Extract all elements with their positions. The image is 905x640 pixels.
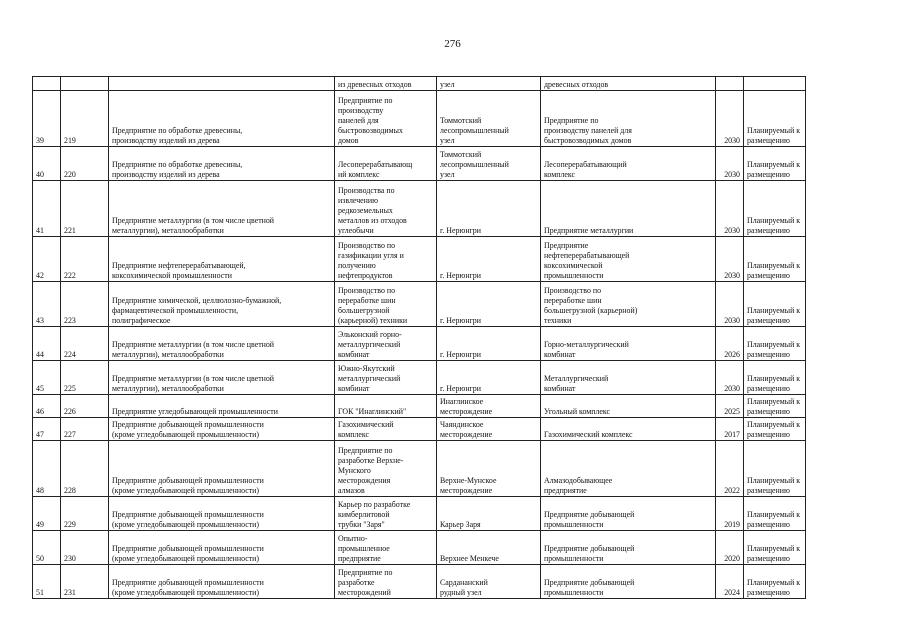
row-description: Лесоперерабатывающий комплекс bbox=[541, 147, 716, 181]
row-status: Планируемый к размещению bbox=[744, 237, 806, 282]
row-status: Планируемый к размещению bbox=[744, 282, 806, 327]
row-number bbox=[33, 77, 61, 91]
row-description: Горно-металлургический комбинат bbox=[541, 327, 716, 361]
row-location: Томмотский лесопромышленный узел bbox=[437, 91, 541, 147]
row-category: Предприятие металлургии (в том числе цветной металлургии), металлообработки bbox=[109, 181, 335, 237]
row-status: Планируемый к размещению bbox=[744, 147, 806, 181]
row-category: Предприятие добывающей промышленности (кроме угледобывающей промышленности) bbox=[109, 441, 335, 497]
row-number: 47 bbox=[33, 418, 61, 441]
row-description: древесных отходов bbox=[541, 77, 716, 91]
row-description: Угольный комплекс bbox=[541, 395, 716, 418]
row-location: г. Нерюнгри bbox=[437, 237, 541, 282]
row-object: Предприятие по разработке Верхне- Мунского месторождения алмазов bbox=[335, 441, 437, 497]
row-object: Карьер по разработке кимберлитовой трубки "Заря" bbox=[335, 497, 437, 531]
row-number: 48 bbox=[33, 441, 61, 497]
row-location: Верхне-Мунское месторождение bbox=[437, 441, 541, 497]
row-category: Предприятие нефтеперерабатывающей, коксохимической промышленности bbox=[109, 237, 335, 282]
row-category: Предприятие добывающей промышленности (кроме угледобывающей промышленности) bbox=[109, 565, 335, 599]
row-location: узел bbox=[437, 77, 541, 91]
row-code: 224 bbox=[61, 327, 109, 361]
row-object: Производство по газификации угля и получению нефтепродуктов bbox=[335, 237, 437, 282]
table-row bbox=[33, 395, 806, 418]
row-code: 223 bbox=[61, 282, 109, 327]
row-code: 226 bbox=[61, 395, 109, 418]
table-row bbox=[33, 497, 806, 531]
row-location: Карьер Заря bbox=[437, 497, 541, 531]
row-code: 222 bbox=[61, 237, 109, 282]
table-row bbox=[33, 77, 806, 91]
row-status: Планируемый к размещению bbox=[744, 91, 806, 147]
row-status: Планируемый к размещению bbox=[744, 441, 806, 497]
row-code: 219 bbox=[61, 91, 109, 147]
row-category: Предприятие металлургии (в том числе цветной металлургии), металлообработки bbox=[109, 327, 335, 361]
row-status: Планируемый к размещению bbox=[744, 531, 806, 565]
row-year: 2030 bbox=[716, 91, 744, 147]
row-location: Инаглинское месторождение bbox=[437, 395, 541, 418]
table-row bbox=[33, 91, 806, 147]
row-category: Предприятие угледобывающей промышленности bbox=[109, 395, 335, 418]
row-code: 220 bbox=[61, 147, 109, 181]
page-number: 276 bbox=[444, 38, 461, 50]
row-description: Алмазодобывающее предприятие bbox=[541, 441, 716, 497]
row-category: Предприятие добывающей промышленности (кроме угледобывающей промышленности) bbox=[109, 418, 335, 441]
row-object: из древесных отходов bbox=[335, 77, 437, 91]
row-object: Предприятие по производству панелей для быстровозводимых домов bbox=[335, 91, 437, 147]
row-description: Металлургический комбинат bbox=[541, 361, 716, 395]
row-number: 42 bbox=[33, 237, 61, 282]
row-description: Предприятие металлургии bbox=[541, 181, 716, 237]
row-status bbox=[744, 77, 806, 91]
row-year bbox=[716, 77, 744, 91]
row-year: 2022 bbox=[716, 441, 744, 497]
row-year: 2030 bbox=[716, 282, 744, 327]
row-object: Лесоперерабатывающ ий комплекс bbox=[335, 147, 437, 181]
row-status: Планируемый к размещению bbox=[744, 327, 806, 361]
row-object: ГОК "Инаглинский" bbox=[335, 395, 437, 418]
row-year: 2019 bbox=[716, 497, 744, 531]
row-object: Производства по извлечению редкоземельных металлов из отходов углеобычи bbox=[335, 181, 437, 237]
row-location: г. Нерюнгри bbox=[437, 327, 541, 361]
row-number: 39 bbox=[33, 91, 61, 147]
table-body bbox=[33, 77, 806, 599]
row-number: 49 bbox=[33, 497, 61, 531]
row-code: 225 bbox=[61, 361, 109, 395]
table-row bbox=[33, 237, 806, 282]
row-code bbox=[61, 77, 109, 91]
row-location: Сардананский рудный узел bbox=[437, 565, 541, 599]
row-year: 2025 bbox=[716, 395, 744, 418]
row-category: Предприятие добывающей промышленности (кроме угледобывающей промышленности) bbox=[109, 497, 335, 531]
row-location: г. Нерюнгри bbox=[437, 282, 541, 327]
row-description: Предприятие добывающей промышленности bbox=[541, 565, 716, 599]
row-number: 50 bbox=[33, 531, 61, 565]
table-row bbox=[33, 147, 806, 181]
row-description: Предприятие по производству панелей для быстровозводимых домов bbox=[541, 91, 716, 147]
row-location: Чаяндинское месторождение bbox=[437, 418, 541, 441]
row-description: Предприятие нефтеперерабатывающей коксохимической промышленности bbox=[541, 237, 716, 282]
table-row bbox=[33, 418, 806, 441]
row-location: г. Нерюнгри bbox=[437, 181, 541, 237]
row-year: 2020 bbox=[716, 531, 744, 565]
row-status: Планируемый к размещению bbox=[744, 361, 806, 395]
row-category: Предприятие добывающей промышленности (кроме угледобывающей промышленности) bbox=[109, 531, 335, 565]
row-category bbox=[109, 77, 335, 91]
row-code: 227 bbox=[61, 418, 109, 441]
table-row bbox=[33, 565, 806, 599]
table-row bbox=[33, 181, 806, 237]
row-number: 41 bbox=[33, 181, 61, 237]
row-category: Предприятие химической, целлюлозно-бумажной, фармацевтической промышленности, полиграфическое bbox=[109, 282, 335, 327]
row-code: 221 bbox=[61, 181, 109, 237]
row-year: 2024 bbox=[716, 565, 744, 599]
row-number: 51 bbox=[33, 565, 61, 599]
row-code: 231 bbox=[61, 565, 109, 599]
row-number: 46 bbox=[33, 395, 61, 418]
row-category: Предприятие металлургии (в том числе цветной металлургии), металлообработки bbox=[109, 361, 335, 395]
row-location: Томмотский лесопромышленный узел bbox=[437, 147, 541, 181]
row-description: Производство по переработке шин большегрузной (карьерной) техники bbox=[541, 282, 716, 327]
row-description: Предприятие добывающей промышленности bbox=[541, 531, 716, 565]
row-object: Газохимический комплекс bbox=[335, 418, 437, 441]
row-code: 230 bbox=[61, 531, 109, 565]
row-year: 2030 bbox=[716, 361, 744, 395]
row-year: 2017 bbox=[716, 418, 744, 441]
row-number: 45 bbox=[33, 361, 61, 395]
row-object: Южно-Якутский металлургический комбинат bbox=[335, 361, 437, 395]
row-year: 2026 bbox=[716, 327, 744, 361]
row-object: Эльконский горно- металлургический комбинат bbox=[335, 327, 437, 361]
row-object: Опытно- промышленное предприятие bbox=[335, 531, 437, 565]
row-number: 44 bbox=[33, 327, 61, 361]
row-location: г. Нерюнгри bbox=[437, 361, 541, 395]
table-row bbox=[33, 327, 806, 361]
document-table bbox=[32, 76, 806, 599]
row-status: Планируемый к размещению bbox=[744, 565, 806, 599]
table-row bbox=[33, 282, 806, 327]
row-status: Планируемый к размещению bbox=[744, 497, 806, 531]
row-description: Предприятие добывающей промышленности bbox=[541, 497, 716, 531]
table-row bbox=[33, 441, 806, 497]
row-status: Планируемый к размещению bbox=[744, 181, 806, 237]
row-code: 229 bbox=[61, 497, 109, 531]
row-status: Планируемый к размещению bbox=[744, 395, 806, 418]
row-category: Предприятие по обработке древесины, производству изделий из дерева bbox=[109, 91, 335, 147]
row-category: Предприятие по обработке древесины, производству изделий из дерева bbox=[109, 147, 335, 181]
row-number: 43 bbox=[33, 282, 61, 327]
row-object: Производство по переработке шин большегрузной (карьерной) техники bbox=[335, 282, 437, 327]
table-row bbox=[33, 361, 806, 395]
row-status: Планируемый к размещению bbox=[744, 418, 806, 441]
row-year: 2030 bbox=[716, 237, 744, 282]
row-description: Газохимический комплекс bbox=[541, 418, 716, 441]
row-location: Верхнее Менкече bbox=[437, 531, 541, 565]
row-object: Предприятие по разработке месторождений bbox=[335, 565, 437, 599]
row-year: 2030 bbox=[716, 181, 744, 237]
row-code: 228 bbox=[61, 441, 109, 497]
row-number: 40 bbox=[33, 147, 61, 181]
row-year: 2030 bbox=[716, 147, 744, 181]
table-row bbox=[33, 531, 806, 565]
